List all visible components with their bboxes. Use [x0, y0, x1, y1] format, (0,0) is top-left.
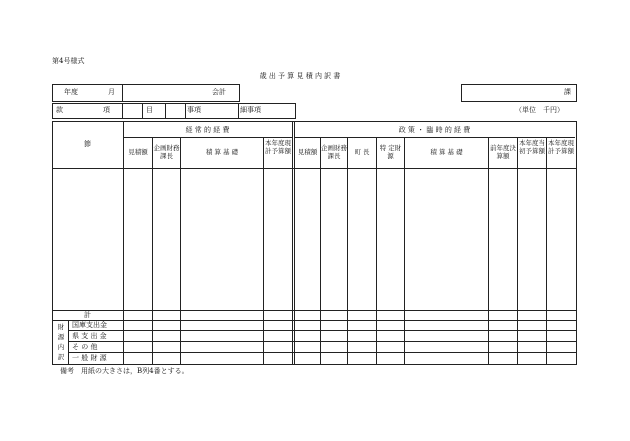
unit-label: （単位 千円）: [515, 106, 564, 114]
zaigen-row-ippan: 一 般 財 源: [72, 354, 107, 362]
keijou-kikaku-header: 企画財務課長: [153, 144, 180, 160]
seisaku-mitsumori-header: 見積額: [297, 148, 318, 156]
seisaku-chouchou-header: 町 長: [354, 148, 370, 156]
saijikou-label: 細事項: [240, 106, 261, 114]
zaigen-label: 財源内訳: [57, 323, 65, 361]
seisaku-zennendo-header: 前年度決算額: [490, 144, 516, 160]
year-label: 年度: [64, 88, 78, 96]
kei-label: 計: [84, 311, 91, 319]
seisaku-group-header: 政 策 ・ 臨 時 的 経 費: [398, 126, 471, 134]
seisaku-sekisan-header: 積 算 基 礎: [430, 148, 463, 156]
keijou-genkei-header: 本年度現 計予算額: [265, 139, 291, 155]
seisaku-tousho-header: 本年度当 初予算額: [519, 139, 545, 155]
seisaku-kikaku-header: 企画財務課長: [321, 144, 347, 160]
seisaku-genkei-header: 本年度現 計予算額: [548, 139, 574, 155]
zaigen-row-sonota: そ の 他: [72, 343, 98, 351]
form-number: 第4号様式: [52, 57, 85, 65]
keijou-group-header: 経 常 的 経 費: [185, 126, 230, 134]
ka-label: 課: [564, 88, 571, 96]
keijou-sekisan-header: 積 算 基 礎: [205, 148, 239, 156]
month-label: 月: [108, 88, 115, 96]
zaigen-row-kokko: 国庫支出金: [72, 321, 107, 329]
ka-box: [461, 84, 577, 102]
seisaku-tokutei-header: 特 定財 源: [379, 144, 402, 160]
moku-label: 目: [146, 106, 153, 114]
kaikei-label: 会計: [212, 88, 226, 96]
keijou-mitsumori-header: 見積額: [128, 148, 148, 156]
note: 備考 用紙の大きさは，B列4番とする。: [60, 367, 189, 375]
page-title: 歳 出 予 算 見 積 内 訳 書: [259, 72, 341, 80]
kan-label: 款: [56, 106, 63, 114]
kou-label: 項: [103, 106, 110, 114]
jikou-label: 事項: [187, 106, 201, 114]
setsu-header: 節: [84, 140, 91, 148]
zaigen-row-ken: 県 支 出 金: [72, 332, 107, 340]
